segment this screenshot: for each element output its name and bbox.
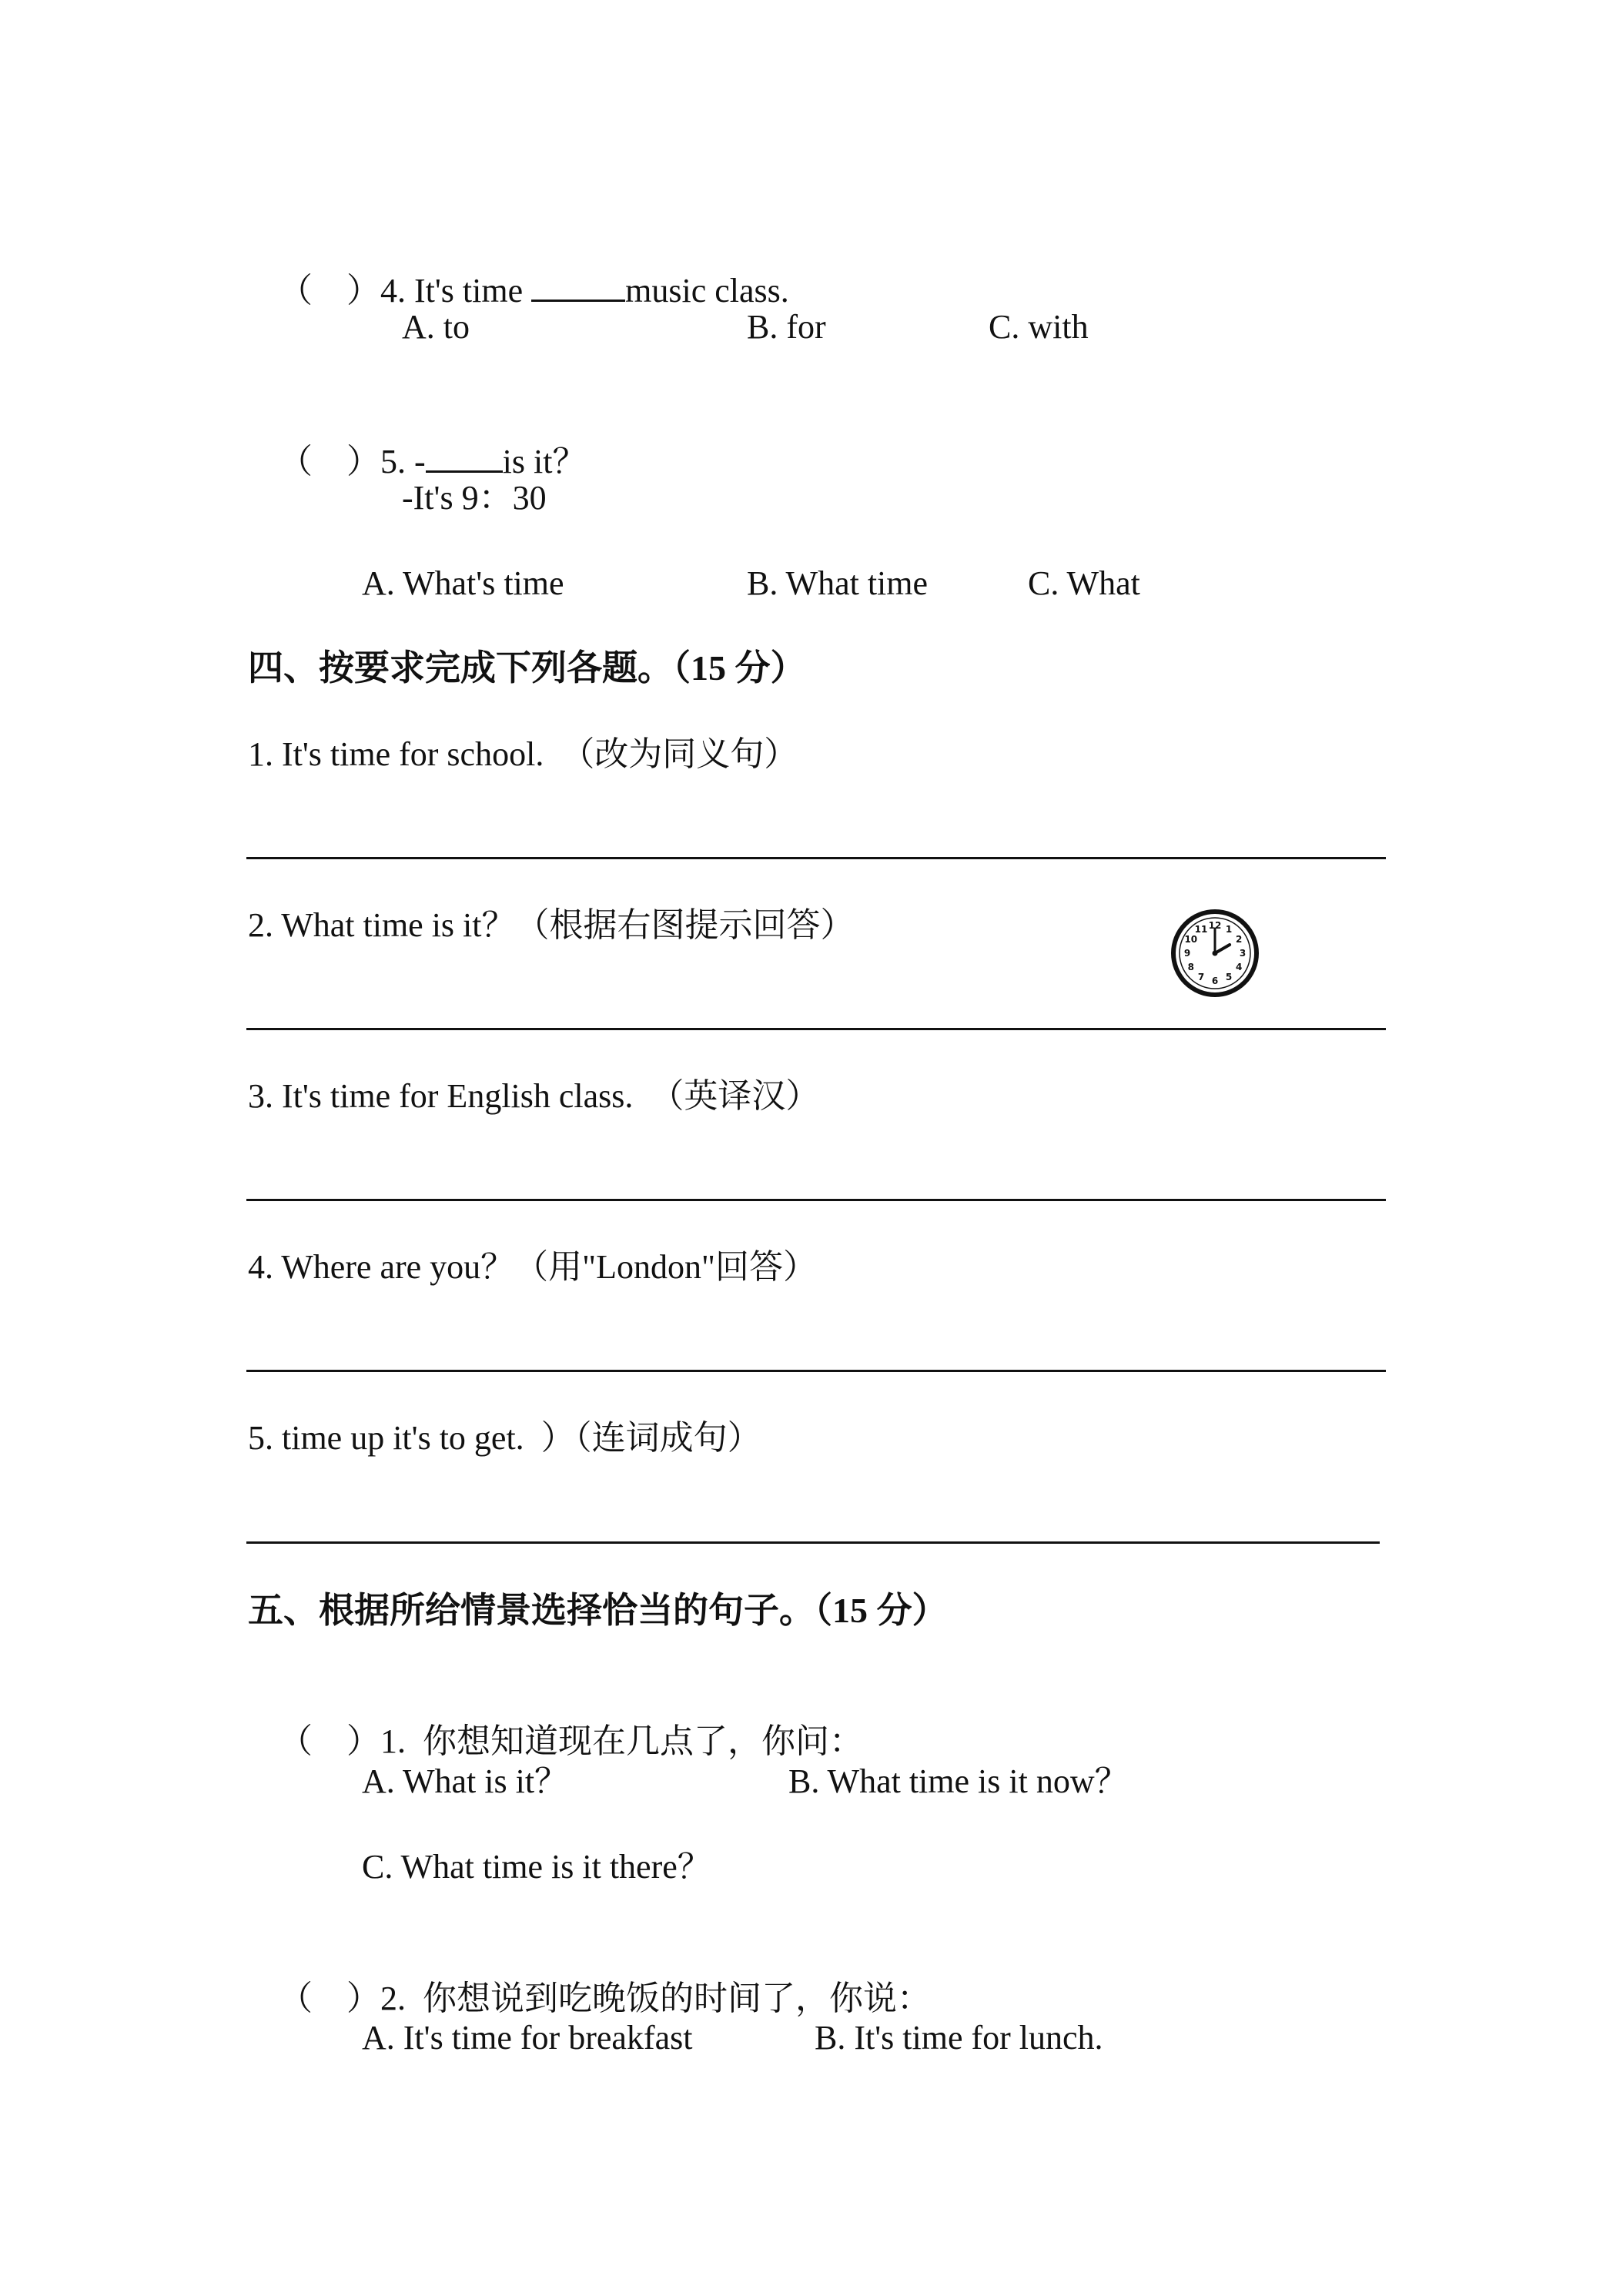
clock-number: 1 [1225,923,1233,935]
option-b: B. for [747,308,826,346]
fill-blank [531,266,625,302]
question-5 [262,390,586,485]
answer-line [246,1199,1386,1201]
question-stem: 2. 你想说到吃晚饭的时间了，你说： [380,1980,931,2017]
clock-number: 12 [1208,920,1222,931]
section-4-item-2: 2. What time is it？（根据右图提示回答） [248,906,855,944]
question-4 [262,219,789,314]
fill-blank [426,437,503,473]
option-a: A. What is it？ [362,1762,569,1800]
answer-line [246,1028,1386,1030]
clock-number: 6 [1211,976,1219,986]
option-a: A. It's time for breakfast [362,2019,693,2057]
clock-number: 2 [1236,934,1243,945]
answer-line [246,1370,1386,1372]
question-5-stem-b: is it？ [502,443,587,480]
answer-paren: （ ） [279,1980,380,2017]
clock-number: 7 [1197,972,1205,983]
answer-line [246,1541,1380,1544]
section-4-heading: 四、按要求完成下列各题。（15 分） [248,648,806,688]
option-a: A. to [402,308,470,346]
option-b: B. What time [747,564,929,602]
clock-icon [1169,907,1261,999]
section-5-question-1 [262,1672,863,1765]
option-b: B. It's time for lunch. [815,2019,1103,2057]
question-4-stem-b: music class. [625,272,789,310]
section-4-item-5: 5. time up it's to get. ）（连词成句） [248,1419,761,1457]
clock-number: 3 [1239,948,1247,959]
section-5-heading: 五、根据所给情景选择恰当的句子。（15 分） [248,1591,948,1630]
section-5-question-2 [262,1930,931,2022]
section-4-item-3: 3. It's time for English class. （英译汉） [248,1077,820,1115]
option-a: A. What's time [362,564,564,602]
clock-number: 10 [1184,934,1198,945]
question-5-response: -It's 9：30 [402,479,547,517]
clock-number: 9 [1183,948,1191,959]
option-b: B. What time is it now？ [788,1762,1129,1800]
answer-paren: （ ） [279,1722,380,1760]
clock-number: 11 [1194,923,1208,935]
question-5-stem-a: 5. - [380,443,426,480]
answer-paren: （ ） [279,443,380,480]
clock-number: 8 [1187,962,1194,972]
answer-line [246,857,1386,859]
clock-number: 4 [1236,962,1243,972]
option-c: C. What time is it there？ [362,1848,711,1886]
option-c: C. What [1028,564,1140,602]
answer-paren: （ ） [279,272,380,310]
question-stem: 1. 你想知道现在几点了，你问： [380,1722,863,1760]
clock-number: 5 [1225,972,1233,983]
question-4-stem-a: 4. It's time [380,272,532,310]
section-4-item-4: 4. Where are you？（用"London"回答） [248,1248,817,1286]
option-c: C. with [989,308,1089,346]
section-4-item-1: 1. It's time for school. （改为同义句） [248,735,798,773]
